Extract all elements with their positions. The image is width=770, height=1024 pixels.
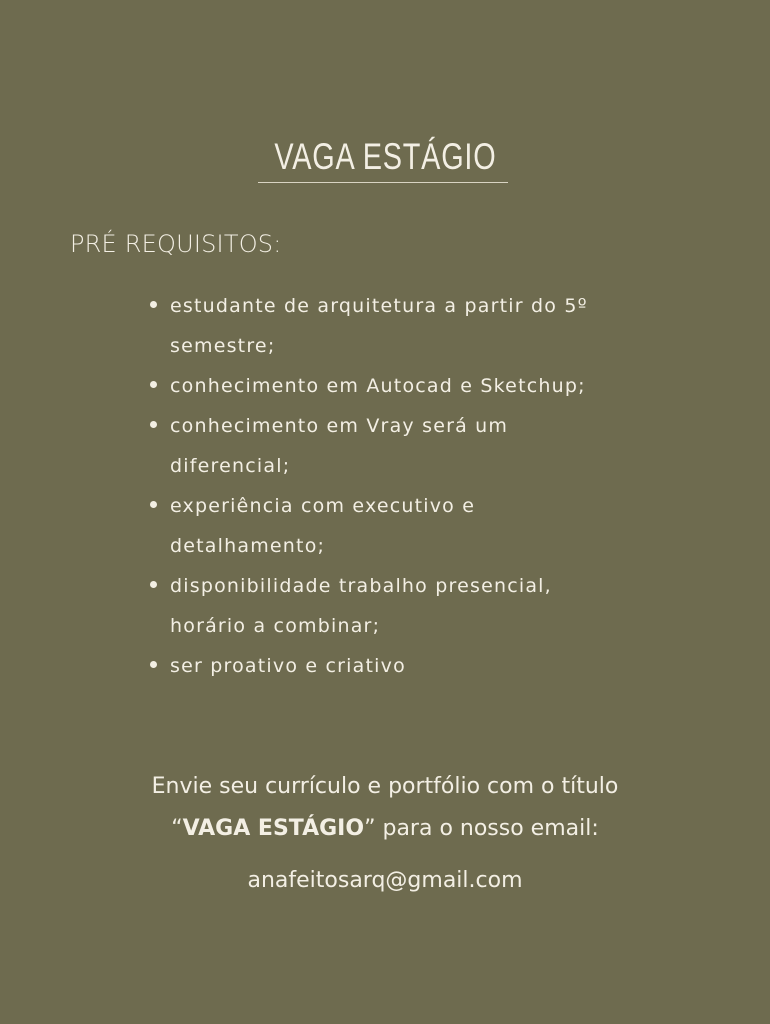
requirements-heading: PRÉ REQUISITOS: xyxy=(70,230,282,258)
bullet-icon xyxy=(150,301,157,308)
cta-line-1: Envie seu currículo e portfólio com o título xyxy=(151,774,619,799)
call-to-action xyxy=(0,766,770,850)
cta-quote-close: ” xyxy=(364,816,376,841)
bullet-icon xyxy=(150,381,157,388)
requirement-text: experiência com executivo e detalhamento; xyxy=(170,495,476,557)
title-container xyxy=(0,132,770,182)
bullet-icon xyxy=(150,421,157,428)
list-item xyxy=(150,286,630,366)
list-item xyxy=(150,566,630,646)
requirement-text: conhecimento em Autocad e Sketchup; xyxy=(170,375,586,397)
bullet-icon xyxy=(150,661,157,668)
page-title: VAGA ESTÁGIO xyxy=(273,136,497,177)
requirements-list xyxy=(150,286,630,686)
requirement-text: estudante de arquitetura a partir do 5º semestre; xyxy=(170,295,588,357)
title-underline xyxy=(258,182,508,183)
bullet-icon xyxy=(150,581,157,588)
cta-line-2: para o nosso email: xyxy=(375,816,599,841)
list-item xyxy=(150,486,630,566)
list-item xyxy=(150,406,630,486)
cta-highlight: VAGA ESTÁGIO xyxy=(182,816,365,841)
bullet-icon xyxy=(150,501,157,508)
contact-email[interactable]: anafeitosarq@gmail.com xyxy=(247,868,523,893)
requirement-text: conhecimento em Vray será um diferencial; xyxy=(170,415,509,477)
requirement-text: disponibilidade trabalho presencial, horário a combinar; xyxy=(170,575,552,637)
list-item xyxy=(150,366,630,406)
list-item xyxy=(150,646,630,686)
cta-quote-open: “ xyxy=(171,816,183,841)
requirement-text: ser proativo e criativo xyxy=(170,655,406,677)
